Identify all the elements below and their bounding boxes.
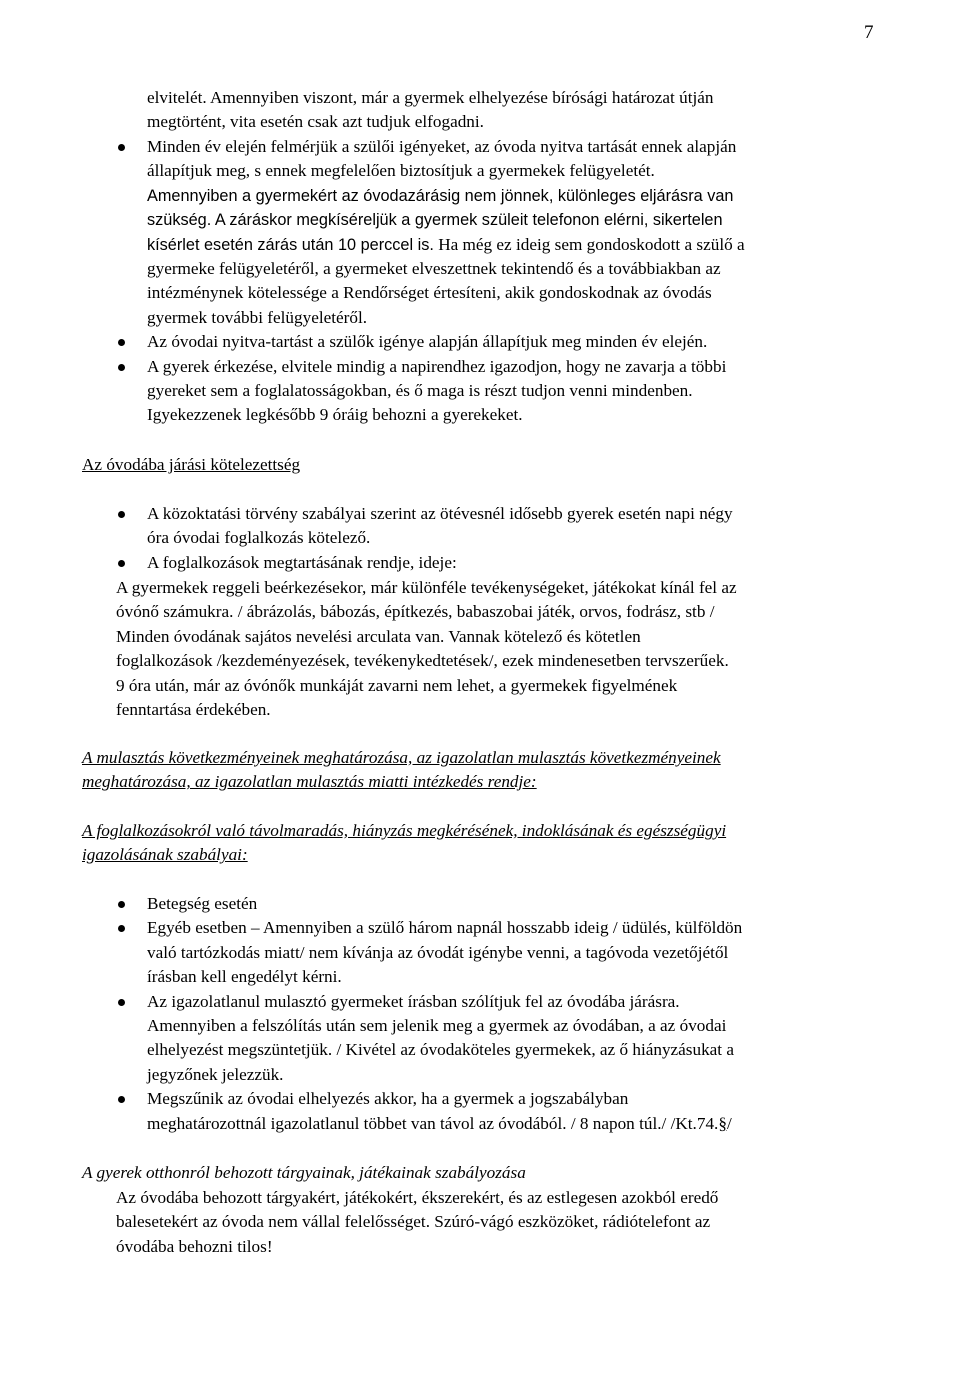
text-line: Egyéb esetben – Amennyiben a szülő három napnál hosszabb ideig / üdülés, külföldön [147,918,743,938]
text-line: fenntartása érdekében. [116,700,271,720]
list-item [0,551,960,575]
page-number: 7 [864,22,874,43]
text-line: gyermek további felügyeletéről. [147,307,368,327]
text-line: való tartózkodás miatt/ nem kívánja az óvodát igénybe venni, a tagóvoda vezetőjétől [147,942,729,962]
section-sign: § [718,1113,727,1133]
text-line: megtörtént, vita esetén csak azt tudjuk elfogadni. [147,112,484,132]
list-item [0,1087,960,1136]
text-line: Az igazolatlanul mulasztó gyermeket írásban szólítjuk fel az óvodába járásra. [147,991,680,1011]
heading-line: meghatározása, az igazolatlan mulasztás miatti intézkedés rendje: [82,772,537,792]
bullet-list-3 [0,892,960,1136]
list-item [0,355,960,428]
paragraph-belongings [0,1186,960,1259]
list-item [0,916,960,989]
text-line: állapítjuk meg, s ennek megfelelően biztosítjuk a gyermekek felügyeletét. [147,161,655,181]
top-block [0,86,960,135]
text-line: Minden óvodának sajátos nevelési arculata van. Vannak kötelező és kötetlen [116,626,641,646]
text-line: A gyerek érkezése, elvitele mindig a napirendhez igazodjon, hogy ne zavarja a többi [147,356,727,376]
list-item [0,330,960,354]
bullet-list-1 [0,135,960,428]
text-line: elhelyezést megszüntetjük. / Kivétel az óvodaköteles gyermekek, az ő hiányzásukat a [147,1040,735,1060]
list-item [0,990,960,1088]
text-line [147,233,900,257]
text-line: gyereket sem a foglalatosságokban, és ő maga is részt tudjon venni mindenben. [147,381,693,401]
text-line: Amennyiben a gyermekért az óvodazárásig nem jönnek, különleges eljárásra van [147,186,734,205]
heading-line: A mulasztás következményeinek meghatározása, az igazolatlan mulasztás következményeinek [82,748,721,767]
text-line: jegyzőnek jelezzük. [147,1064,284,1084]
list-item [0,892,960,916]
text-span: Ha még ez ideig sem gondoskodott a szülő a [433,234,745,254]
text-span: meghatározottnál igazolatlanul többet van távol az óvodából. / 8 napon túl./ /Kt.74. [147,1113,719,1133]
text-line: írásban kell engedélyt kérni. [147,967,342,987]
text-line: intézménynek kötelessége a Rendőrséget értesíteni, akik gondoskodnak az óvodás [147,283,712,303]
text-line: Igyekezzenek legkésőbb 9 óráig behozni a gyerekeket. [147,405,523,425]
heading-line: igazolásának szabályai: [82,845,248,865]
text-line: A közoktatási törvény szabályai szerint az ötévesnél idősebb gyerek esetén napi négy [147,504,733,523]
text-line: Amennyiben a felszólítás után sem jelenik meg a gyermek az óvodában, a az óvodai [147,1016,727,1036]
text-line [147,1112,900,1136]
text-line: Megszűnik az óvodai elhelyezés akkor, ha a gyermek a jogszabályban [147,1089,629,1109]
paragraph-schedule [0,576,960,722]
text-span: kísérlet esetén zárás után 10 perccel is. [147,235,434,254]
text-line: gyermeke felügyeletéről, a gyermeket elveszettnek tekintendő és a továbbiakban az [147,259,721,279]
text-line: 9 óra után, már az óvónők munkáját zavarni nem lehet, a gyermekek figyelmének [116,675,678,695]
text-span: / [726,1113,732,1133]
text-line: elvitelét. Amennyiben viszont, már a gyermek elhelyezése bírósági határozat útján [147,88,714,107]
list-item [0,135,960,330]
text-line: óvónő számukra. / ábrázolás, bábozás, építkezés, babaszobai játék, orvos, fodrász, stb / [116,602,715,622]
list-item [0,502,960,551]
section-heading [0,746,960,795]
text-line: óvodába behozni tilos! [116,1236,273,1256]
text-line: Minden év elején felmérjük a szülői igényeket, az óvoda nyitva tartását ennek alapján [147,137,737,156]
text-line: Betegség esetén [147,894,258,913]
section-heading: A gyerek otthonról behozott tárgyainak, játékainak szabályozása [82,1163,526,1182]
text-line: A gyermekek reggeli beérkezésekor, már különféle tevékenységeket, játékokat kínál fel az [116,578,737,597]
text-line: foglalkozások /kezdeményezések, tevékenykedtetések/, ezek mindenesetben tervszerűek. [116,651,729,671]
section-heading: Az óvodába járási kötelezettség [82,455,301,474]
text-line: óra óvodai foglalkozás kötelező. [147,528,371,548]
bullet-list-2 [0,502,960,575]
text-line: szükség. A záráskor megkíséreljük a gyermek szüleit telefonon elérni, sikertelen [147,211,723,230]
text-line: A foglalkozások megtartásának rendje, ideje: [147,552,457,572]
heading-line: A foglalkozásokról való távolmaradás, hiányzás megkérésének, indoklásának és egészségügyi [82,821,727,840]
text-line: Az óvodába behozott tárgyakért, játékokért, ékszerekért, és az estlegesen azokból eredő [116,1188,719,1207]
text-line: Az óvodai nyitva-tartást a szülők igénye alapján állapítjuk meg minden év elején. [147,332,708,352]
section-heading [0,819,960,868]
text-line: balesetekért az óvoda nem vállal felelősséget. Szúró-vágó eszközöket, rádiótelefont az [116,1212,711,1232]
